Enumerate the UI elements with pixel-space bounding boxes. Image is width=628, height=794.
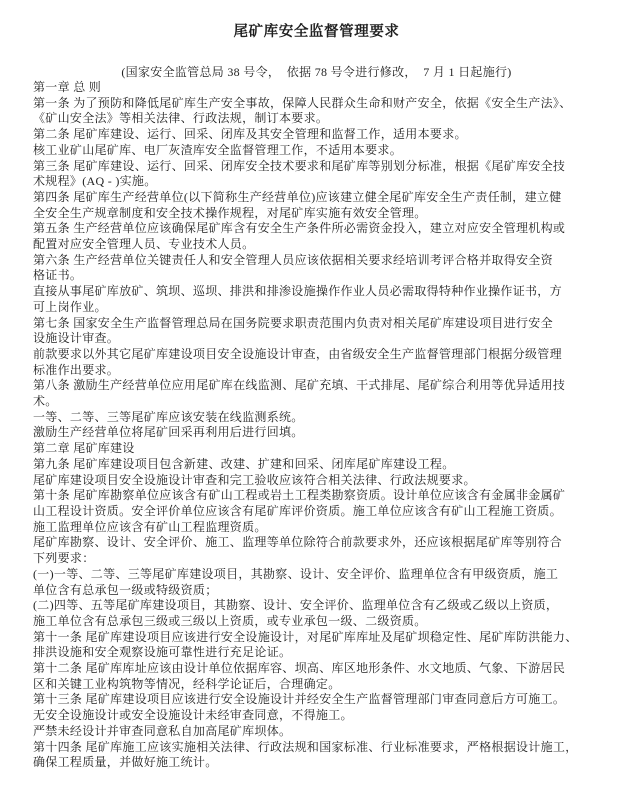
text-line: 排洪设施和安全观察设施可靠性进行充足论证。 [33,645,292,660]
text-line: 全安全生产规章制度和安全技术操作规程，对尾矿库实施有效安全管理。 [33,205,427,220]
text-line: 第十四条 尾矿库施工应该实施相关法律、行政法规和国家标准、行业标准要求，严格根据设计施工， [33,739,578,754]
text-line: 第七条 国家安全生产监督管理总局在国务院要求职责范围内负责对相关尾矿库建设项目进行安全 [33,315,553,330]
text-line: 第一章 总 则 [33,80,102,94]
document-subtitle: (国家安全监管总局 38 号令， 依据 78 号令进行修改， 7 月 1 日起施行) [121,65,512,79]
text-line: 第十一条 尾矿库建设项目应该进行安全设施设计，对尾矿库库址及尾矿坝稳定性、尾矿库防洪能力、 [33,629,578,644]
text-line: 第十三条 尾矿库建设项目应该进行安全设施设计并经安全生产监督管理部门审查同意后方可施工。 [33,692,566,707]
text-line: 第十二条 尾矿库库址应该由设计单位依据库容、坝高、库区地形条件、水文地质、气象、下游居民 [33,661,566,676]
text-line: 《矿山安全法》等相关法律、行政法规，制订本要求。 [33,111,329,126]
text-line: 第三条 尾矿库建设、运行、回采、闭库安全技术要求和尾矿库等别划分标准，根据《尾矿库安全技 [33,158,566,173]
text-line: 前款要求以外其它尾矿库建设项目安全设施设计审查，由省级安全生产监督管理部门根据分级管理 [33,346,562,361]
text-line: 山工程设计资质。安全评价单位应该含有尾矿库评价资质。施工单位应该含有矿山工程施工资质。 [33,503,562,518]
text-line: 第五条 生产经营单位应该确保尾矿库含有安全生产条件所必需资金投入，建立对应安全管理机构或 [33,221,566,236]
text-line: 第二章 尾矿库建设 [33,441,135,456]
text-line: 确保工程质量，并做好施工统计。 [33,755,218,770]
text-line: 尾矿库建设项目安全设施设计审查和完工验收应该符合相关法律、行政法规要求。 [33,472,476,487]
text-line: 设施设计审查。 [33,331,120,346]
text-line: 可上岗作业。 [33,299,107,314]
text-line: 第九条 尾矿库建设项目包含新建、改建、扩建和回采、闭库尾矿库建设工程。 [33,456,455,471]
text-line: 术。 [33,394,58,409]
text-line: 第二条 尾矿库建设、运行、回采、闭库及其安全管理和监督工作，适用本要求。 [33,127,467,142]
text-line: 尾矿库勘察、设计、安全评价、施工、监理等单位除符合前款要求外，还应该根据尾矿库等别符合 [33,535,562,550]
text-line: (二)四等、五等尾矿库建设项目，其勘察、设计、安全评价、监理单位含有乙级或乙级以上资质， [33,598,559,613]
text-line: 配置对应安全管理人员、专业技术人员。 [33,237,255,252]
text-line: 单位含有总承包一级或特级资质； [33,582,218,597]
text-line: 严禁未经设计并审查同意私自加高尾矿库坝体。 [33,723,292,738]
text-line: 一等、二等、三等尾矿库应该安装在线监测系统。 [33,409,304,424]
document-title: 尾矿库安全监督管理要求 [233,24,400,40]
text-line: 直接从事尾矿库放矿、筑坝、巡坝、排洪和排渗设施操作作业人员必需取得特种作业操作证书，方 [33,284,562,299]
text-line: 第一条 为了预防和降低尾矿库生产安全事故，保障人民群众生命和财产安全，依据《安全生产法》、 [33,95,572,110]
text-line: 施工监理单位应该含有矿山工程监理资质。 [33,519,267,534]
text-line: 第四条 尾矿库生产经营单位(以下简称生产经营单位)应该建立健全尾矿库安全生产责任制，建立健 [33,189,562,204]
text-line: 术规程》(AQ - )实施。 [33,174,157,189]
text-line: 格证书。 [33,268,83,283]
text-line: 无安全设施设计或安全设施设计未经审查同意，不得施工。 [33,708,353,723]
text-line: 激励生产经营单位将尾矿回采再利用后进行回填。 [33,425,304,440]
text-line: 第十条 尾矿库勘察单位应该含有矿山工程或岩土工程类勘察资质。设计单位应该含有金属非金属矿 [33,488,566,503]
text-line: 标准作出要求。 [33,362,120,377]
text-line: 核工业矿山尾矿库、电厂灰渣库安全监督管理工作，不适用本要求。 [33,142,403,157]
text-line: 第八条 激励生产经营单位应用尾矿库在线监测、尾矿充填、干式排尾、尾矿综合利用等优异适用技 [33,378,566,393]
text-line: 第六条 生产经营单位关键责任人和安全管理人员应该依据相关要求经培训考评合格并取得安全资 [33,252,553,267]
text-line: 施工单位含有总承包三级或三级以上资质，或专业承包一级、二级资质。 [33,613,427,628]
document-body [33,80,600,771]
text-line: (一)一等、二等、三等尾矿库建设项目，其勘察、设计、安全评价、监理单位含有甲级资质，施工 [33,566,559,581]
text-line: 下列要求： [33,551,95,566]
text-line: 区和关键工业构筑物等情况，经科学论证后，合理确定。 [33,676,341,691]
